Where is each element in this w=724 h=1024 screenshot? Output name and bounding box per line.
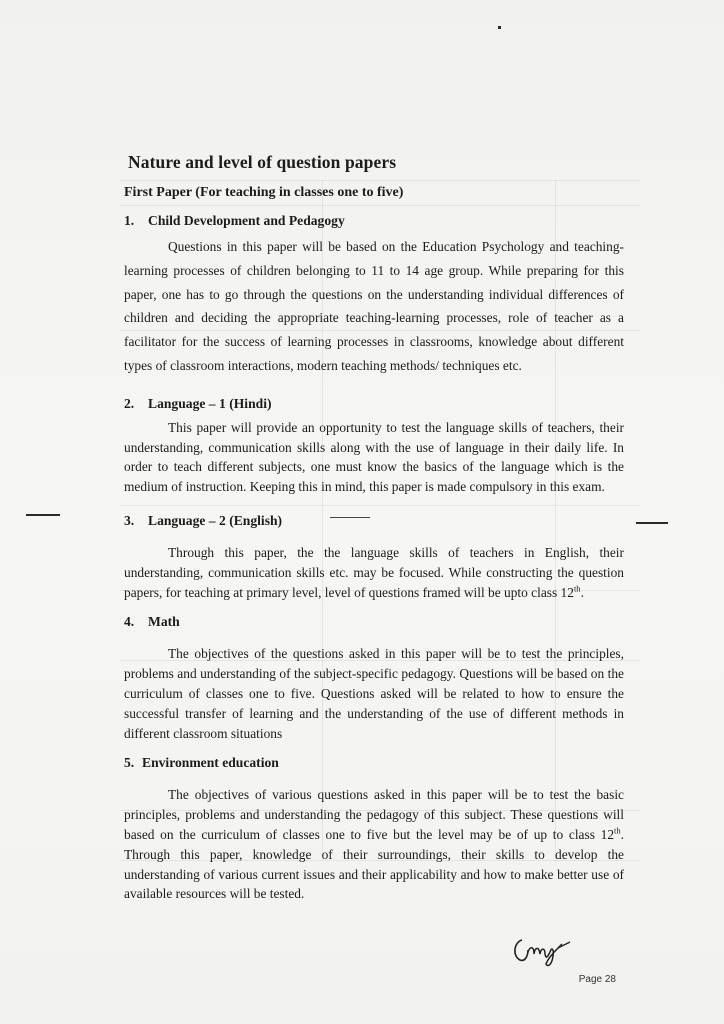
section-number: 1. [124, 213, 135, 228]
section-environment [124, 755, 624, 904]
section-language-2 [124, 513, 624, 602]
section-body: The objectives of the questions asked in this paper will be to test the principles, problems and understanding of the subject-specific pedagogy. Questions will be based on the curriculum of classes one to five. Questions asked will be related to how to ensure the successful transfer of learning and the understanding of the use of different methods in different classroom situations [124, 646, 624, 741]
section-math [124, 614, 624, 743]
paper-subtitle: First Paper (For teaching in classes one to five) [124, 185, 404, 200]
signature-initials [508, 930, 578, 970]
page-number: Page 28 [578, 974, 616, 985]
scan-mark-top [498, 26, 501, 29]
section-child-development [124, 213, 624, 378]
section-heading [124, 513, 624, 529]
scan-mark-right [636, 522, 668, 524]
section-number: 5. [124, 755, 135, 771]
section-body: Questions in this paper will be based on the Education Psychology and teaching-learning processes of children belonging to 11 to 14 age group. While preparing for this paper, one has to go through the questions on the understanding individual differences of children and deciding the appropriate teaching-learning processes, role of teacher as a facilitator for the success of learning processes in classrooms, knowledge about different types of classroom interactions, modern teaching methods/ techniques etc. [124, 239, 624, 373]
section-body: This paper will provide an opportunity to test the language skills of teachers, their understanding, communication skills along with the use of language in their daily life. In order to teach different subjects, one must know the basics of the language which is the medium of instruction. Keeping this in mind, this paper is made compulsory in this exam. [124, 419, 624, 495]
section-title: Math [148, 614, 180, 630]
section-heading [124, 614, 624, 630]
superscript: th [614, 825, 621, 836]
section-number: 2. [124, 395, 135, 411]
section-title: Language – 1 (Hindi) [148, 395, 272, 411]
superscript: th [573, 583, 581, 594]
section-language-1 [124, 396, 624, 497]
scan-mark-left [26, 514, 60, 516]
section-title: Environment education [142, 755, 279, 771]
section-title: Child Development and Pedagogy [148, 213, 345, 228]
section-body: The objectives of various questions asked in this paper will be to test the basic principles, problems and understanding the pedagogy of this subject. These questions will based on the curriculum of classes one to five but the level may be of up to class 12th. Through this paper, knowledge of their surroundings, their skills to develop the understanding of various current issues and their applicability and how to make better use of available resources will be tested. [124, 787, 624, 902]
section-heading [124, 396, 624, 412]
section-body: Through this paper, the the language skills of teachers in English, their understanding, communication skills etc. may be focused. While constructing the question papers, for teaching at primary level, level of questions framed will be upto class 12th. [124, 544, 624, 600]
document-body [124, 152, 624, 916]
section-heading [124, 213, 624, 229]
section-heading [124, 755, 624, 771]
section-number: 4. [124, 614, 135, 630]
page-title: Nature and level of question papers [128, 152, 397, 172]
section-title: Language – 2 (English) [148, 512, 283, 528]
section-number: 3. [124, 512, 135, 528]
